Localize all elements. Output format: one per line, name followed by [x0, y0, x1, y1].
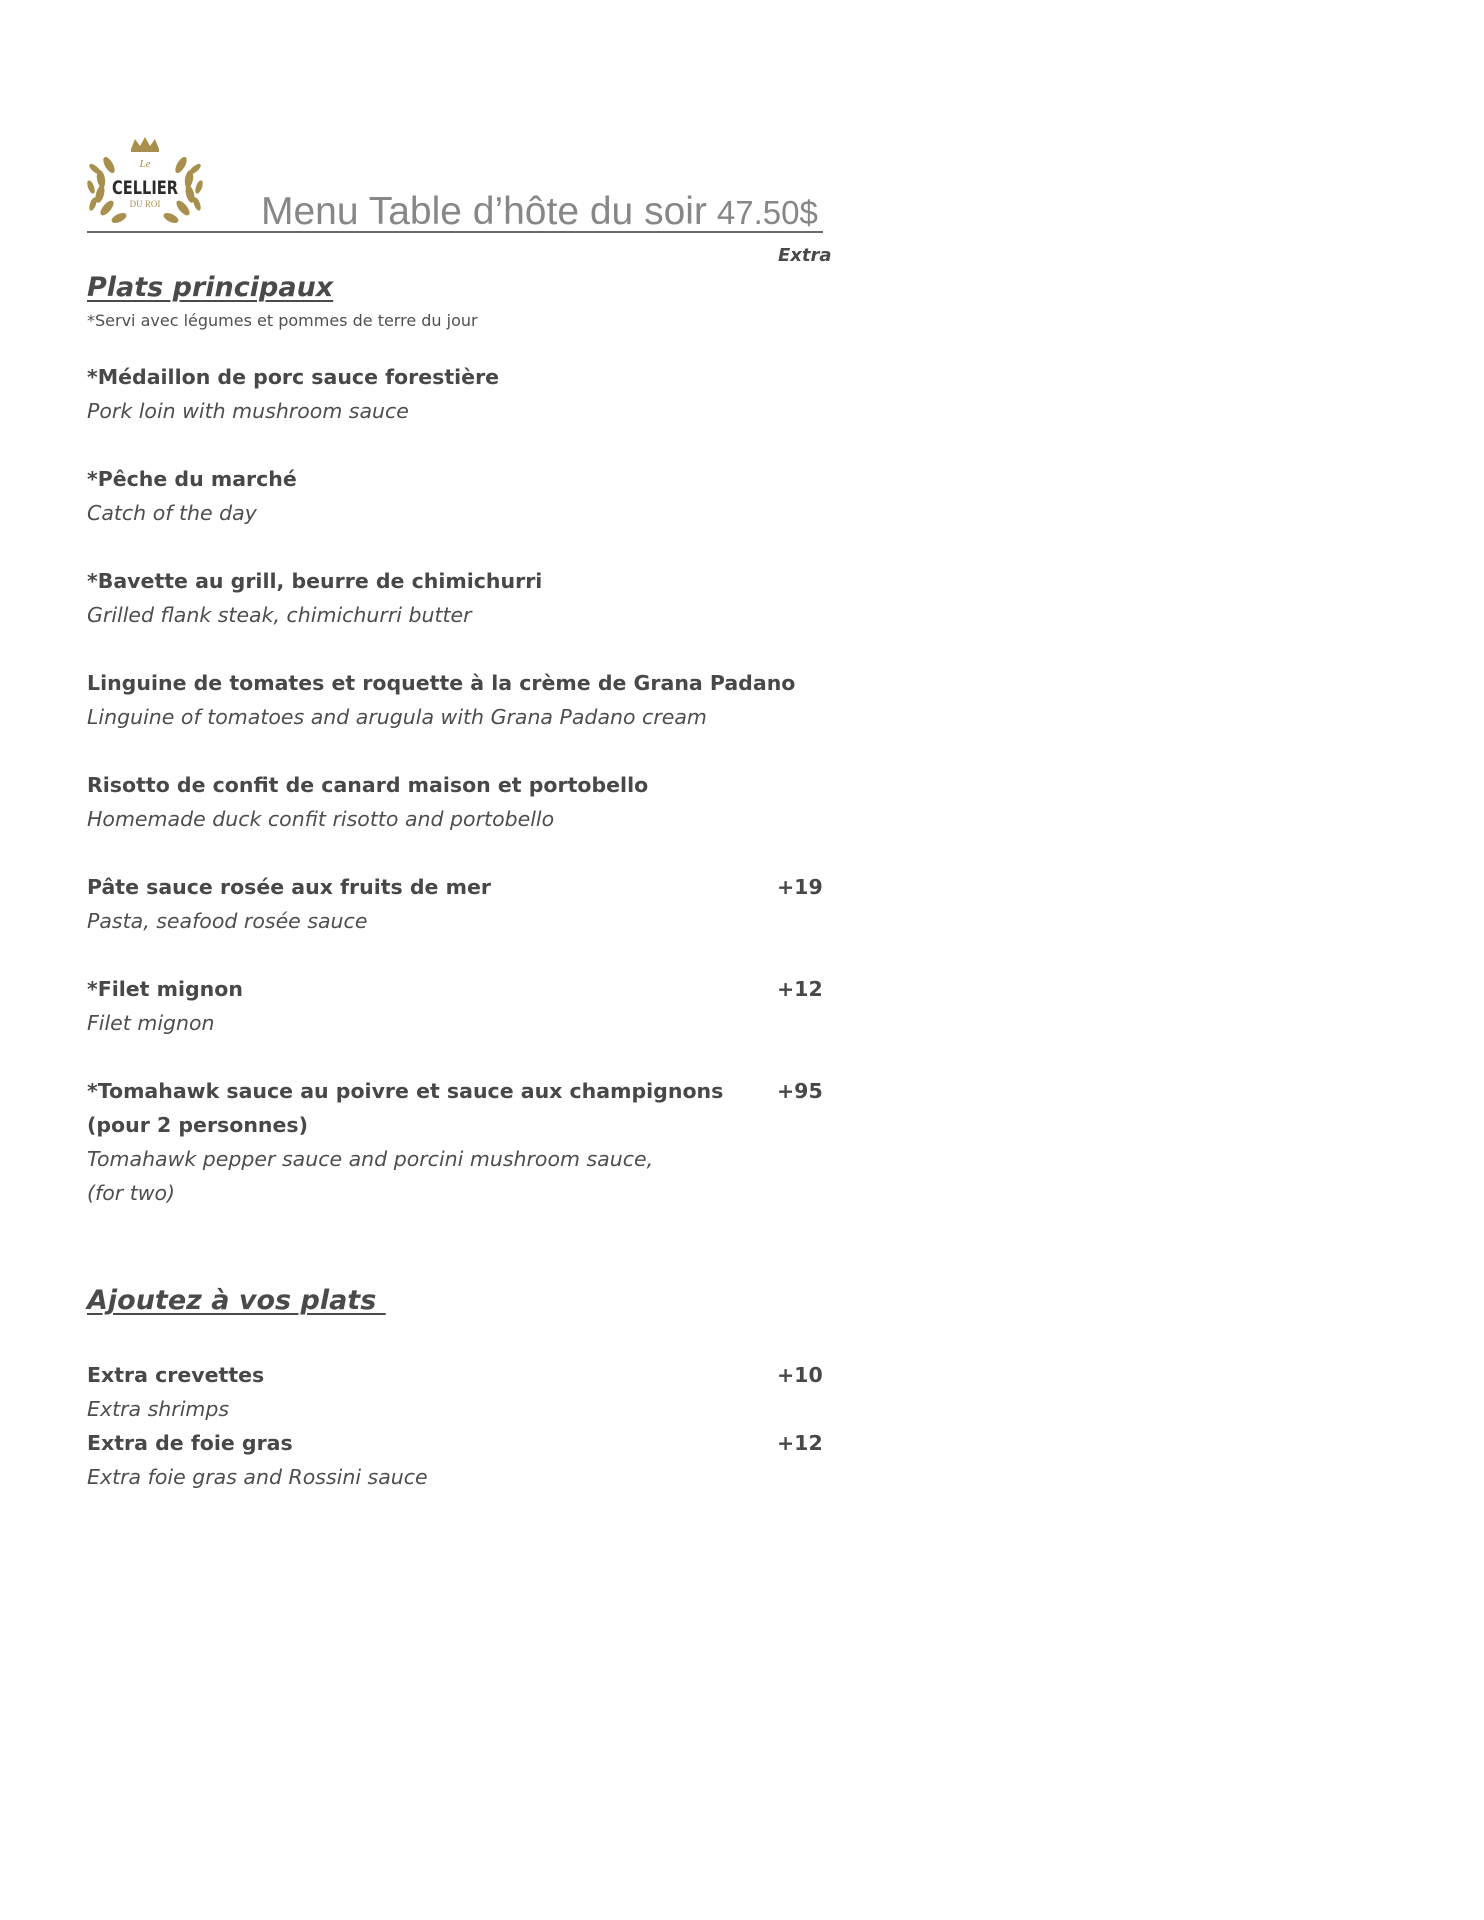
svg-text:Le: Le: [139, 158, 151, 170]
addon-item: [87, 1358, 827, 1426]
svg-text:DU ROI: DU ROI: [129, 199, 161, 209]
menu-title-text: Menu Table d’hôte du soir: [261, 190, 707, 233]
menu-price: 47.50$: [716, 194, 818, 231]
menu-header: [87, 135, 823, 233]
item-name-en: Tomahawk pepper sauce and porcini mushroom sauce,: [87, 1147, 654, 1171]
item-name-fr: *Bavette au grill, beurre de chimichurri: [87, 569, 543, 593]
extra-column-label: Extra: [778, 245, 832, 266]
item-name-fr: Pâte sauce rosée aux fruits de mer: [87, 875, 491, 899]
item-name-fr: Risotto de confit de canard maison et portobello: [87, 773, 649, 797]
item-name-fr: Extra de foie gras: [87, 1431, 293, 1455]
item-name-en: Extra foie gras and Rossini sauce: [87, 1465, 428, 1489]
item-name-fr-line2: (pour 2 personnes): [87, 1113, 309, 1137]
item-name-fr: *Tomahawk sauce au poivre et sauce aux champignons: [87, 1079, 724, 1103]
item-name-fr: *Pêche du marché: [87, 467, 297, 491]
item-name-en-line2: (for two): [87, 1181, 176, 1205]
item-extra-price: +19: [777, 875, 823, 899]
item-extra-price: +10: [777, 1363, 823, 1387]
menu-item: [87, 462, 827, 530]
menu-title: [261, 190, 818, 234]
item-name-en: Grilled flank steak, chimichurri butter: [87, 603, 472, 627]
menu-item: [87, 666, 827, 734]
item-extra-price: +12: [777, 1431, 823, 1455]
menu-item: [87, 360, 827, 428]
section-title-main-dishes: Plats principaux: [87, 272, 334, 303]
item-name-en: Linguine of tomatoes and arugula with Grana Padano cream: [87, 705, 707, 729]
menu-item: [87, 1074, 827, 1210]
addon-item: [87, 1426, 827, 1494]
item-name-en: Filet mignon: [87, 1011, 215, 1035]
item-extra-price: +95: [777, 1079, 823, 1103]
item-name-en: Pasta, seafood rosée sauce: [87, 909, 368, 933]
item-name-fr: Linguine de tomates et roquette à la crème de Grana Padano: [87, 671, 796, 695]
menu-item: [87, 972, 827, 1040]
svg-text:CELLIER: CELLIER: [112, 177, 179, 199]
menu-item: [87, 870, 827, 938]
menu-item: [87, 768, 827, 836]
item-name-en: Catch of the day: [87, 501, 257, 525]
item-name-en: Pork loin with mushroom sauce: [87, 399, 409, 423]
item-name-fr: *Médaillon de porc sauce forestière: [87, 365, 500, 389]
cellier-du-roi-logo: [87, 135, 203, 231]
item-name-en: Homemade duck confit risotto and portobello: [87, 807, 555, 831]
item-name-en: Extra shrimps: [87, 1397, 230, 1421]
menu-item: [87, 564, 827, 632]
item-name-fr: *Filet mignon: [87, 977, 243, 1001]
served-with-note: *Servi avec légumes et pommes de terre du jour: [87, 311, 478, 330]
item-name-fr: Extra crevettes: [87, 1363, 265, 1387]
section-title-add-ons: Ajoutez à vos plats: [87, 1285, 386, 1316]
item-extra-price: +12: [777, 977, 823, 1001]
